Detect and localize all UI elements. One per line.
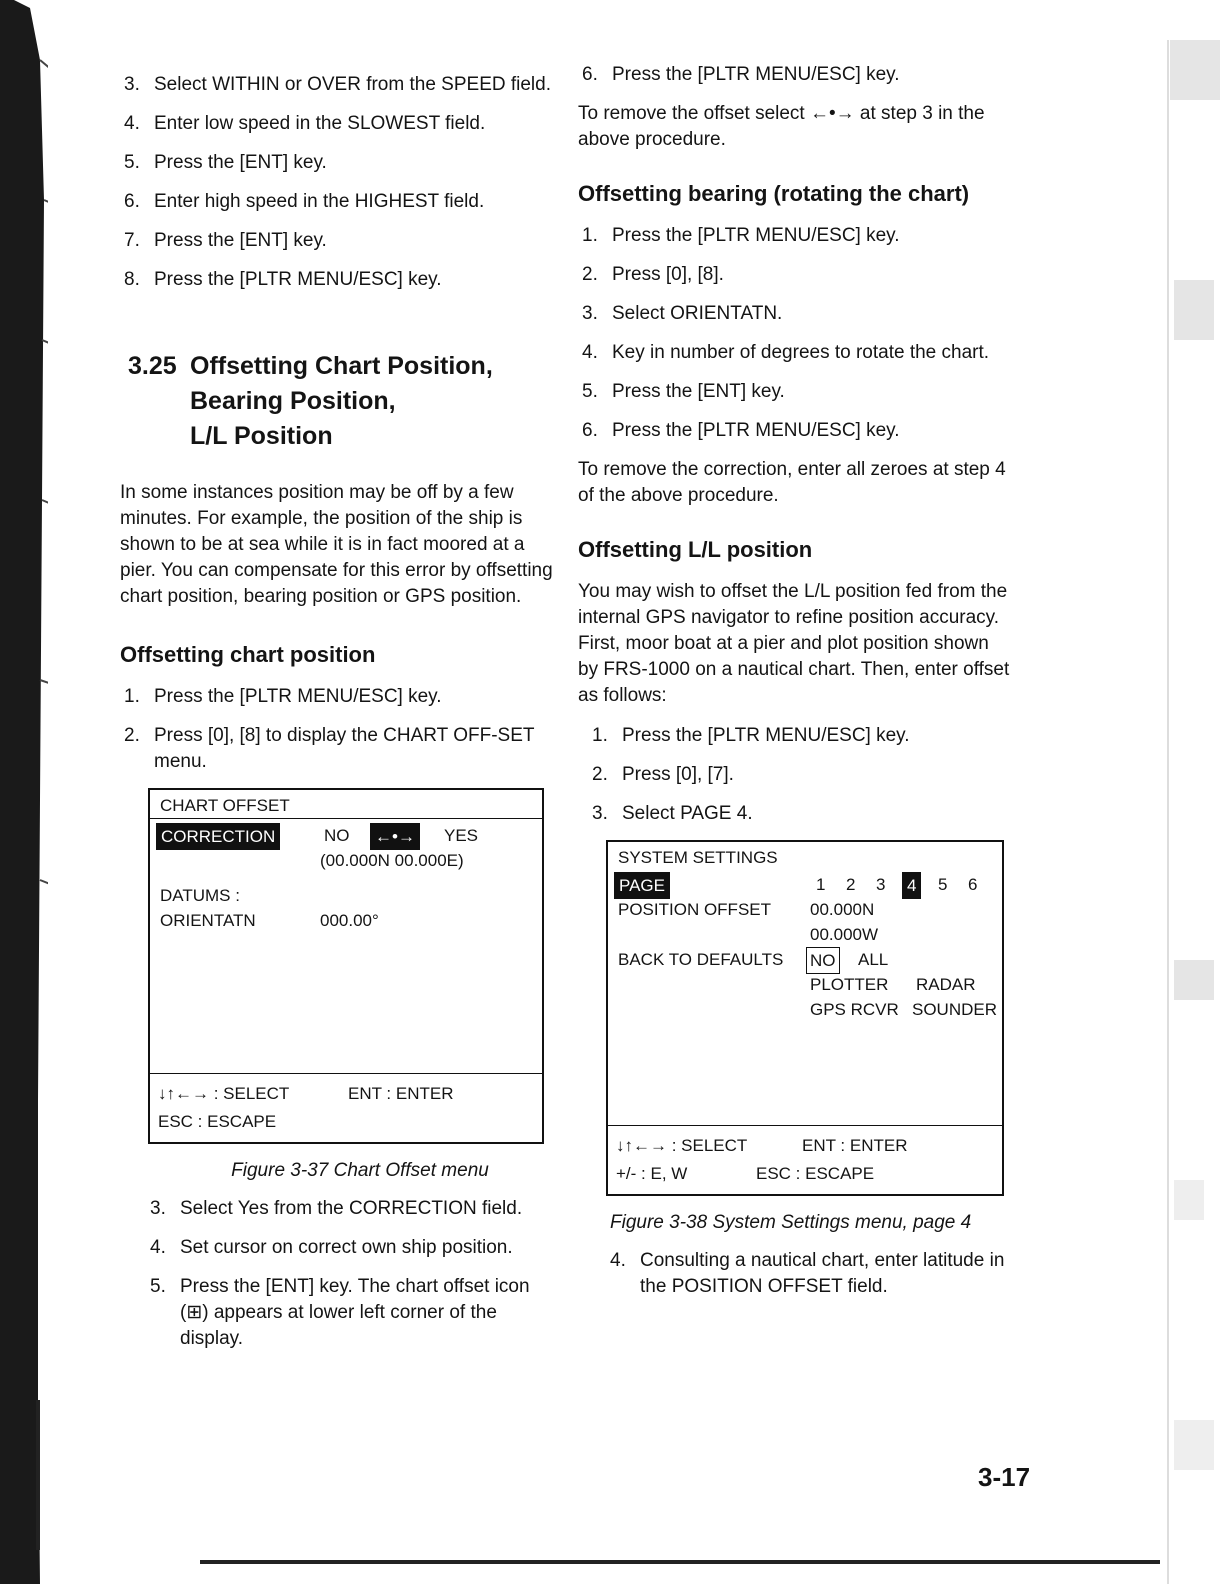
list-item: 1. Press the [PLTR MENU/ESC] key. xyxy=(124,686,442,707)
list-item: 4. Enter low speed in the SLOWEST field. xyxy=(124,113,486,134)
list-item: 4. Key in number of degrees to rotate the chart. xyxy=(582,342,990,363)
section-title-line: Bearing Position, xyxy=(190,387,396,415)
list-item: 3. Select PAGE 4. xyxy=(592,803,753,824)
datums-row xyxy=(156,883,536,908)
bearing-heading: Offsetting bearing (rotating the chart) xyxy=(578,181,970,206)
position-offset-lon[interactable]: 00.000W xyxy=(810,925,879,944)
system-settings-menu xyxy=(606,840,1004,1196)
orientatn-row xyxy=(156,908,536,933)
list-item: 6. Press the [PLTR MENU/ESC] key. xyxy=(582,420,900,441)
page-option-6[interactable]: 6 xyxy=(968,875,978,894)
binding-edge xyxy=(0,0,48,1584)
top-steps-list xyxy=(120,72,560,293)
defaults-row-3 xyxy=(614,997,996,1022)
defaults-option-no[interactable]: NO xyxy=(806,947,840,974)
footer-select: ↓↑←→ : SELECT xyxy=(158,1084,290,1103)
section-number: 3.25 xyxy=(128,352,177,380)
defaults-row-2 xyxy=(614,972,996,997)
list-item: 6. Press the [PLTR MENU/ESC] key. xyxy=(582,64,900,85)
list-item: 3. Select Yes from the CORRECTION field. xyxy=(150,1198,523,1219)
page-number: 3-17 xyxy=(978,1462,1031,1492)
page-option-1[interactable]: 1 xyxy=(816,875,826,894)
footer-enter: ENT : ENTER xyxy=(802,1136,908,1155)
list-item: 1. Press the [PLTR MENU/ESC] key. xyxy=(592,725,910,746)
list-item: 6. Enter high speed in the HIGHEST field. xyxy=(124,191,485,212)
footer-escape: ESC : ESCAPE xyxy=(158,1112,277,1131)
position-offset-lat[interactable]: 00.000N xyxy=(810,900,875,919)
list-item: 3. Select ORIENTATN. xyxy=(582,303,783,324)
offset-value: (00.000N 00.000E) xyxy=(320,851,464,870)
defaults-row xyxy=(614,947,996,972)
list-item: 2. Press [0], [8]. xyxy=(582,264,724,285)
footer-select: ↓↑←→ : SELECT xyxy=(616,1136,748,1155)
correction-label: CORRECTION xyxy=(156,823,280,850)
section-title-line: L/L Position xyxy=(190,422,333,450)
position-offset-row xyxy=(614,897,996,922)
footer-ew: +/- : E, W xyxy=(616,1164,688,1183)
bottom-rule xyxy=(200,1560,1160,1564)
footer-escape: ESC : ESCAPE xyxy=(756,1164,875,1183)
list-item: 5. Press the [ENT] key. The chart offset icon (⊞) appears at lower left corner of the display. xyxy=(150,1276,530,1349)
list-item: 5. Press the [ENT] key. xyxy=(124,152,327,173)
figure-caption: Figure 3-38 System Settings menu, page 4 xyxy=(610,1212,972,1233)
left-column xyxy=(120,72,560,1365)
correction-option-arrow[interactable]: ←•→ xyxy=(370,823,420,850)
remove-offset-paragraph: To remove the offset select ←•→ at step 3 in the above procedure. xyxy=(578,103,985,150)
page-row xyxy=(614,872,996,897)
list-item: 2. Press [0], [8] to display the CHART OFF-SET menu. xyxy=(124,725,535,772)
figure-caption: Figure 3-37 Chart Offset menu xyxy=(231,1160,489,1181)
list-item: 3. Select WITHIN or OVER from the SPEED field. xyxy=(124,74,551,95)
list-item: 5. Press the [ENT] key. xyxy=(582,381,785,402)
list-item: 1. Press the [PLTR MENU/ESC] key. xyxy=(582,225,900,246)
orientatn-label[interactable]: ORIENTATN xyxy=(160,911,256,930)
scan-edge xyxy=(1160,0,1224,1584)
defaults-option-plotter[interactable]: PLOTTER xyxy=(810,975,889,994)
defaults-option-sounder[interactable]: SOUNDER xyxy=(912,1000,998,1019)
page-option-4-active[interactable]: 4 xyxy=(902,872,921,899)
correction-row xyxy=(156,823,536,848)
ll-heading: Offsetting L/L position xyxy=(578,537,813,562)
orientatn-value: 000.00° xyxy=(320,911,379,930)
chart-position-heading: Offsetting chart position xyxy=(120,642,376,667)
menu-title: CHART OFFSET xyxy=(150,790,542,819)
correction-option-yes[interactable]: YES xyxy=(444,826,479,845)
menu-footer xyxy=(608,1125,1002,1194)
defaults-label: BACK TO DEFAULTS xyxy=(618,950,784,969)
datums-label: DATUMS : xyxy=(160,886,240,905)
intro-paragraph: In some instances position may be off by a few minutes. For example, the position of the ship is shown to be at sea while it is in fact moored at a pier. You can compensate for this error by offsetting chart position, bearing position or GPS position. xyxy=(120,482,553,607)
correction-option-no[interactable]: NO xyxy=(324,826,350,845)
footer-enter: ENT : ENTER xyxy=(348,1084,454,1103)
menu-title: SYSTEM SETTINGS xyxy=(618,848,778,867)
menu-footer xyxy=(150,1073,542,1142)
position-offset-label[interactable]: POSITION OFFSET xyxy=(618,900,772,919)
list-item: 2. Press [0], [7]. xyxy=(592,764,734,785)
defaults-option-gps[interactable]: GPS RCVR xyxy=(810,1000,899,1019)
list-item: 7. Press the [ENT] key. xyxy=(124,230,327,251)
section-heading xyxy=(128,349,560,454)
defaults-option-radar[interactable]: RADAR xyxy=(916,975,976,994)
list-item: 4. Set cursor on correct own ship position. xyxy=(150,1237,513,1258)
ll-intro-paragraph: You may wish to offset the L/L position fed from the internal GPS navigator to refine position accuracy. First, moor boat at a pier and plot position shown by FRS-1000 on a nautical chart. Then, enter offset as follows: xyxy=(578,581,1010,706)
chart-offset-menu xyxy=(148,788,544,1144)
right-column xyxy=(578,62,1014,1313)
defaults-option-all[interactable]: ALL xyxy=(858,950,889,969)
list-item: 4. Consulting a nautical chart, enter latitude in the POSITION OFFSET field. xyxy=(610,1250,1005,1297)
position-offset-lon-row xyxy=(614,922,996,947)
page-label: PAGE xyxy=(614,872,670,899)
page-option-5[interactable]: 5 xyxy=(938,875,948,894)
list-item: 8. Press the [PLTR MENU/ESC] key. xyxy=(124,269,442,290)
remove-correction-paragraph: To remove the correction, enter all zeroes at step 4 of the above procedure. xyxy=(578,459,1006,506)
section-title-line: Offsetting Chart Position, xyxy=(190,352,493,380)
offset-value-row xyxy=(156,848,536,873)
page-option-2[interactable]: 2 xyxy=(846,875,856,894)
page-option-3[interactable]: 3 xyxy=(876,875,886,894)
